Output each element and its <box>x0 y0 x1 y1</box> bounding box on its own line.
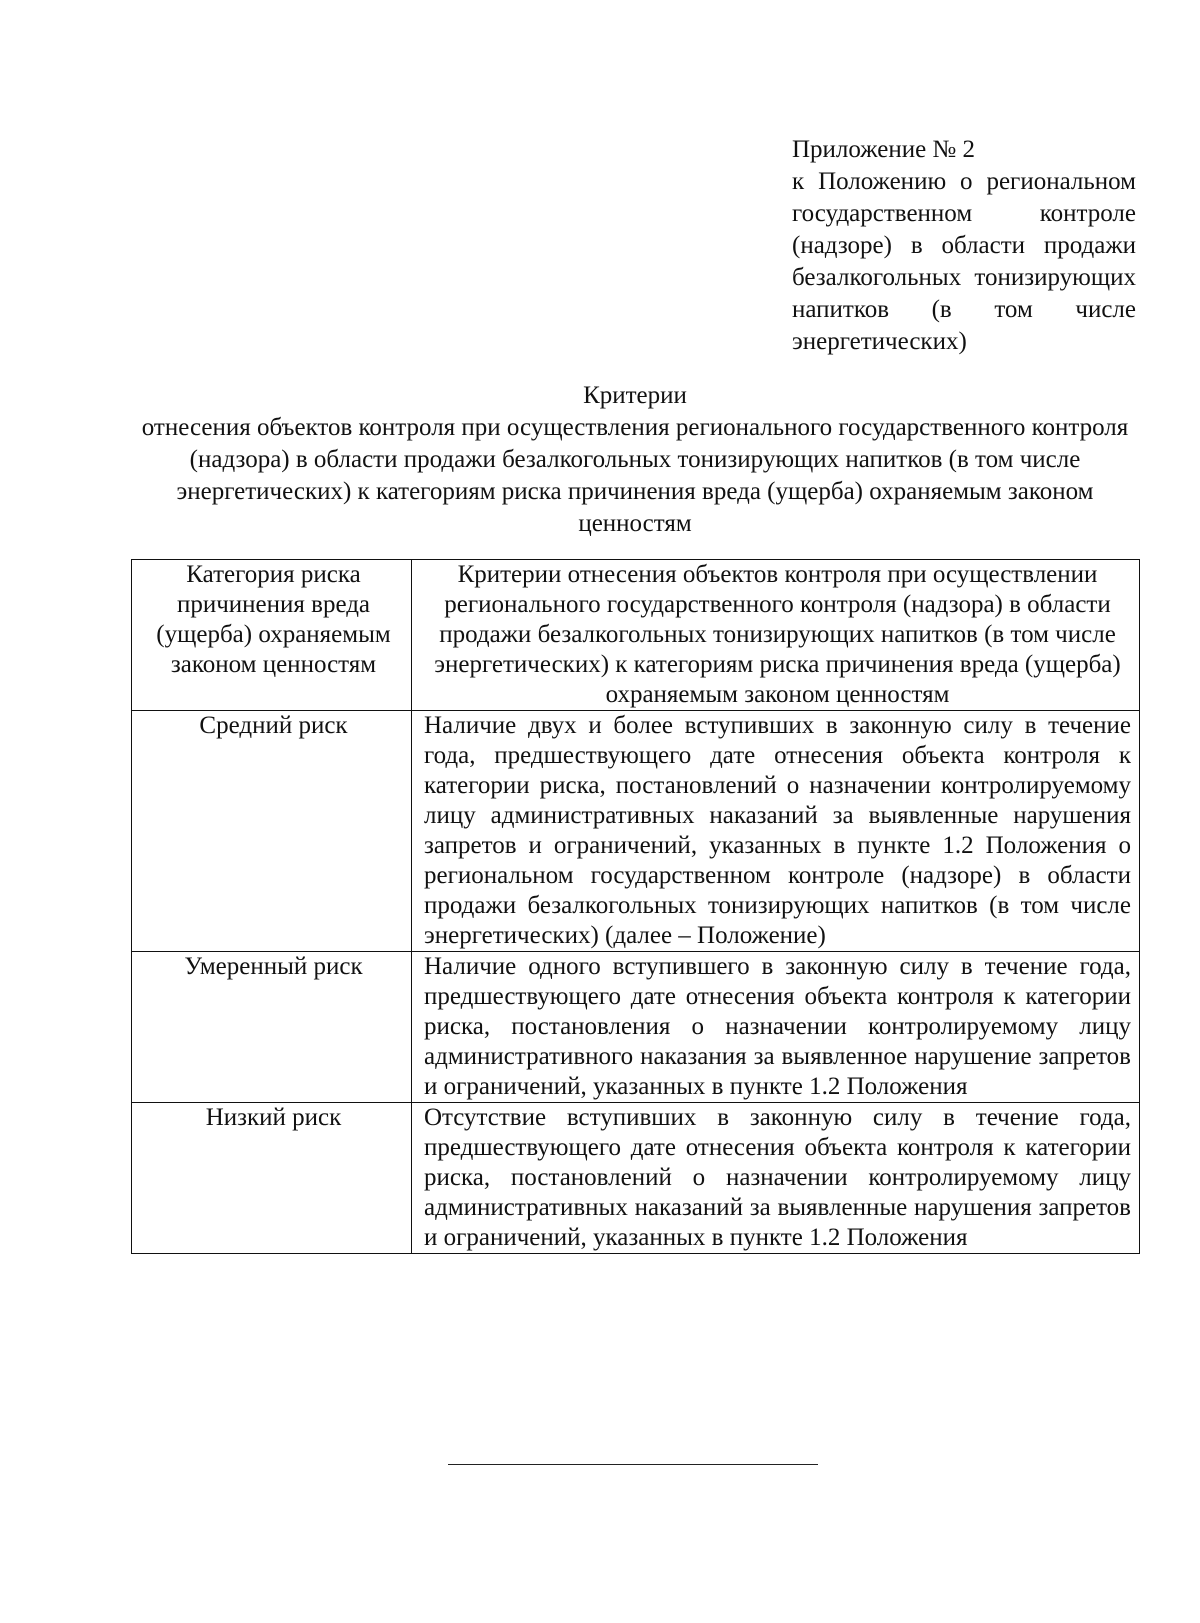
row-category: Умеренный риск <box>132 952 412 1103</box>
document-title <box>130 380 1140 540</box>
table-row <box>132 711 1140 952</box>
row-category: Средний риск <box>132 711 412 952</box>
table-row <box>132 1103 1140 1254</box>
appendix-reference: к Положению о региональном государственном контроле (надзоре) в области продажи безалкогольных тонизирующих напитков (в том числе энергетических) <box>792 168 1136 355</box>
appendix-note <box>792 134 1136 358</box>
closing-rule <box>448 1464 818 1465</box>
row-criteria: Отсутствие вступивших в законную силу в течение года, предшествующего дате отнесения объекта контроля к категории риска, постановлений о назначении контролируемому лицу административных наказаний за выявленные нарушения запретов и ограничений, указанных в пункте 1.2 Положения <box>412 1103 1140 1254</box>
title-heading: Критерии <box>583 382 687 409</box>
table-row <box>132 952 1140 1103</box>
row-criteria: Наличие одного вступившего в законную силу в течение года, предшествующего дате отнесения объекта контроля к категории риска, постановления о назначении контролируемому лицу административного наказания за выявленное нарушение запретов и ограничений, указанных в пункте 1.2 Положения <box>412 952 1140 1103</box>
risk-criteria-table <box>131 559 1140 1254</box>
header-category: Категория риска причинения вреда (ущерба) охраняемым законом ценностям <box>132 560 412 711</box>
row-category: Низкий риск <box>132 1103 412 1254</box>
table-header-row <box>132 560 1140 711</box>
header-criteria: Критерии отнесения объектов контроля при осуществлении регионального государственного контроля (надзора) в области продажи безалкогольных тонизирующих напитков (в том числе энергетических) к категориям риска причинения вреда (ущерба) охраняемым законом ценностям <box>412 560 1140 711</box>
row-criteria: Наличие двух и более вступивших в законную силу в течение года, предшествующего дате отнесения объекта контроля к категории риска, постановлений о назначении контролируемому лицу административных наказаний за выявленные нарушения запретов и ограничений, указанных в пункте 1.2 Положения о региональном государственном контроле (надзоре) в области продажи безалкогольных тонизирующих напитков (в том числе энергетических) (далее – Положение) <box>412 711 1140 952</box>
title-subtitle: отнесения объектов контроля при осуществления регионального государственного контроля (надзора) в области продажи безалкогольных тонизирующих напитков (в том числе энергетических) к категориям риска причинения вреда (ущерба) охраняемым законом ценностям <box>141 414 1129 537</box>
appendix-number: Приложение № 2 <box>792 136 976 163</box>
